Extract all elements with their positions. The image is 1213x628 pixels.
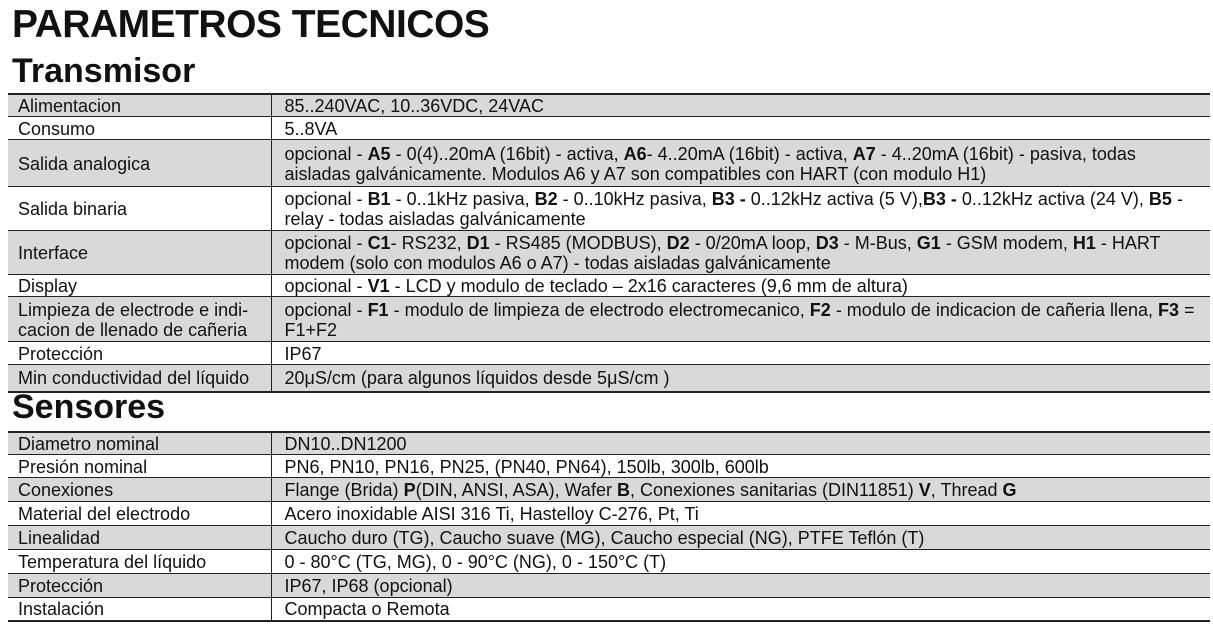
option-code: A7 — [852, 143, 876, 164]
value-text: opcional - — [284, 299, 368, 320]
value-text: Caucho duro (TG), Caucho suave (MG), Caucho especial (NG), PTFE Teflón (T) — [284, 528, 925, 548]
option-code: B3 - — [922, 189, 957, 209]
table-row — [8, 574, 1210, 598]
row-label: Material del electrodo — [8, 502, 271, 526]
value-text: 20μS/cm (para algunos líquidos desde 5μS/cm ) — [284, 368, 670, 389]
value-text: Acero inoxidable AISI 316 Ti, Hastelloy C-276, Pt, Ti — [284, 504, 699, 524]
section-heading-transmisor: Transmisor — [12, 52, 196, 90]
value-text: - 0(4)..20mA (16bit) - activa, — [390, 143, 624, 164]
table-row — [8, 140, 1210, 187]
value-text: DN10..DN1200 — [284, 434, 407, 454]
value-text: 0..12kHz activa (5 V), — [745, 189, 923, 209]
value-text: - modulo de indicacion de cañeria llena, — [830, 299, 1159, 320]
option-code: A6 — [623, 143, 647, 164]
row-value — [271, 140, 1210, 187]
value-text: - LCD y modulo de teclado – 2x16 caracteres (9,6 mm de altura) — [389, 276, 908, 296]
row-value — [271, 455, 1210, 478]
option-code: D2 — [666, 233, 690, 253]
value-text: 5..8VA — [284, 118, 338, 139]
value-text: opcional - — [284, 233, 368, 253]
table-row — [8, 342, 1210, 365]
table-row — [8, 365, 1210, 392]
value-text: - 4..20mA (16bit) - pasiva, todas aisladas galvánicamente. Modulos A6 y A7 son compatibles con HART (con modulo H1) — [284, 143, 1136, 184]
option-code: B1 — [367, 189, 391, 209]
value-text: 85..240VAC, 10..36VDC, 24VAC — [284, 96, 544, 116]
table-row — [8, 598, 1210, 621]
row-label: Salida analogica — [8, 140, 271, 187]
option-code: F2 — [809, 299, 831, 320]
value-text: opcional - — [284, 276, 368, 296]
value-text: IP67 — [284, 343, 322, 364]
row-label: Presión nominal — [8, 455, 271, 478]
row-value — [271, 502, 1210, 526]
value-text: - 4..20mA (16bit) - activa, — [646, 143, 853, 164]
row-value — [271, 342, 1210, 365]
sensores-spec-table — [8, 431, 1210, 622]
option-code: F1 — [367, 299, 389, 320]
option-code: B5 — [1148, 189, 1172, 209]
option-code: B2 — [534, 189, 558, 209]
row-label: Linealidad — [8, 526, 271, 550]
row-label: Display — [8, 275, 271, 297]
row-value — [271, 365, 1210, 392]
row-label: Min conductividad del líquido — [8, 365, 271, 392]
row-label: Protección — [8, 342, 271, 365]
row-label: Protección — [8, 574, 271, 598]
table-row — [8, 94, 1210, 117]
row-value — [271, 432, 1210, 455]
row-label: Alimentacion — [8, 94, 271, 117]
value-text: 0 - 80°C (TG, MG), 0 - 90°C (NG), 0 - 150°C (T) — [284, 552, 667, 572]
row-label: Temperatura del líquido — [8, 550, 271, 574]
value-text: opcional - — [284, 189, 368, 209]
row-label: Limpieza de electrode e indi-cacion de llenado de cañeria — [8, 297, 271, 342]
row-label: Interface — [8, 231, 271, 275]
table-row — [8, 187, 1210, 231]
value-text: - RS485 (MODBUS), — [489, 233, 667, 253]
row-value — [271, 526, 1210, 550]
table-row — [8, 117, 1210, 140]
value-text: - HART modem (solo con modulos A6 o A7) - todas aisladas galvánicamente — [284, 233, 1161, 273]
table-row — [8, 550, 1210, 574]
option-code: V1 — [367, 276, 390, 296]
row-value — [271, 187, 1210, 231]
option-code: V — [918, 480, 931, 500]
row-label: Conexiones — [8, 478, 271, 502]
value-text: - M-Bus, — [838, 233, 917, 253]
value-text: , Conexiones sanitarias (DIN11851) — [629, 480, 919, 500]
row-label: Diametro nominal — [8, 432, 271, 455]
row-value — [271, 550, 1210, 574]
value-text: - 0..1kHz pasiva, — [390, 189, 535, 209]
option-code: D1 — [466, 233, 490, 253]
value-text: - GSM modem, — [940, 233, 1073, 253]
option-code: B — [616, 480, 630, 500]
value-text: - 0..10kHz pasiva, — [557, 189, 712, 209]
option-code: G — [1002, 480, 1017, 500]
row-value — [271, 231, 1210, 275]
row-label: Salida binaria — [8, 187, 271, 231]
row-value — [271, 478, 1210, 502]
row-value — [271, 598, 1210, 621]
row-label: Instalación — [8, 598, 271, 621]
option-code: D3 — [815, 233, 839, 253]
option-code: P — [403, 480, 416, 500]
value-text: IP67, IP68 (opcional) — [284, 576, 453, 596]
option-code: B3 - — [711, 189, 746, 209]
row-value — [271, 94, 1210, 117]
value-text: Flange (Brida) — [284, 480, 404, 500]
table-row — [8, 275, 1210, 297]
option-code: A5 — [367, 143, 391, 164]
option-code: G1 — [916, 233, 941, 253]
table-row — [8, 455, 1210, 478]
option-code: H1 — [1072, 233, 1096, 253]
row-value — [271, 574, 1210, 598]
value-text: (DIN, ANSI, ASA), Wafer — [415, 480, 617, 500]
option-code: F3 — [1158, 299, 1180, 320]
value-text: = F1+F2 — [284, 299, 1195, 340]
table-row — [8, 297, 1210, 342]
section-heading-sensores: Sensores — [12, 388, 166, 426]
value-text: - modulo de limpieza de electrodo electromecanico, — [388, 299, 810, 320]
value-text: opcional - — [284, 143, 368, 164]
table-row — [8, 502, 1210, 526]
value-text: , Thread — [930, 480, 1003, 500]
row-label: Consumo — [8, 117, 271, 140]
option-code: C1 — [367, 233, 391, 253]
value-text: - 0/20mA loop, — [689, 233, 816, 253]
value-text: PN6, PN10, PN16, PN25, (PN40, PN64), 150lb, 300lb, 600lb — [284, 456, 769, 477]
transmisor-spec-table — [8, 93, 1210, 393]
row-value — [271, 297, 1210, 342]
table-row — [8, 478, 1210, 502]
value-text: - RS232, — [390, 233, 467, 253]
row-value — [271, 117, 1210, 140]
value-text: - relay - todas aisladas galvánicamente — [284, 189, 1183, 229]
page-title: PARAMETROS TECNICOS — [12, 3, 490, 46]
row-value — [271, 275, 1210, 297]
table-row — [8, 432, 1210, 455]
value-text: Compacta o Remota — [284, 599, 450, 620]
table-row — [8, 231, 1210, 275]
table-row — [8, 526, 1210, 550]
value-text: 0..12kHz activa (24 V), — [956, 189, 1149, 209]
